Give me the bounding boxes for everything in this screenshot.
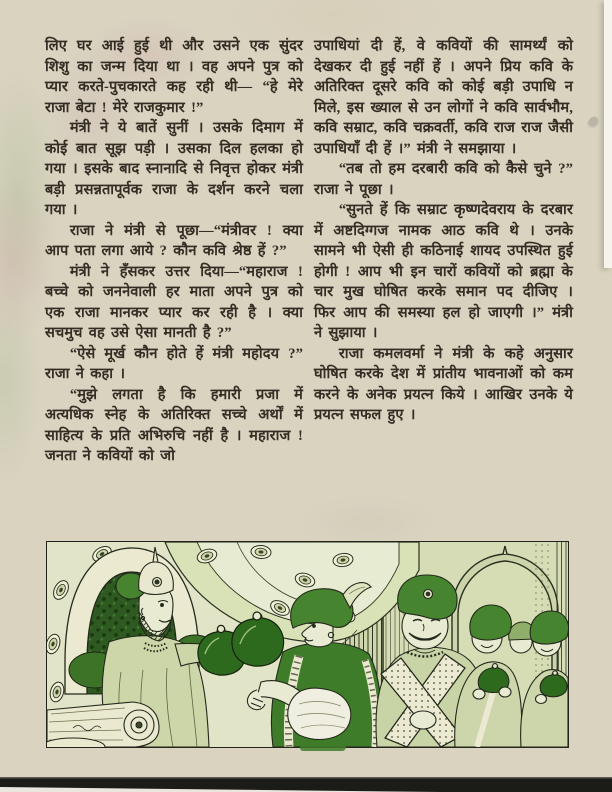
scan-bottom-sliver xyxy=(0,787,440,792)
text-column-right xyxy=(314,36,573,426)
paragraph: “सुनते हें कि सम्राट कृष्णदेवराय के दरबार में अष्टदिग्गज नामक आठ कवि थे । उनके सामने भी ऐसी ही कठिनाई शायद उपस्थित हुई होगी ! आप भी इन चारों कवियों को ब्रह्मा के चार मुख घोषित करके समान पद दीजिए । फिर आप की समस्या हल हो जाएगी ।” मंत्री ने सुझाया । xyxy=(314,202,573,341)
paragraph: लिए घर आई हुई थी और उसने एक सुंदर शिशु का जन्म दिया था । वह अपने पुत्र को प्यार करते-पुचकारते कह रही थी— “हे मेरे राजा बेटा ! मेरे राजकुमार !” xyxy=(45,38,303,116)
paragraph: राजा कमलवर्मा ने मंत्री के कहे अनुसार घोषित करके देश में प्रांतीय भावनाओं को कम करने के अनेक प्रयत्न किये । आखिर उनके ये प्रयत्न सफल हुए । xyxy=(314,345,573,423)
text-column-left xyxy=(45,36,303,467)
paragraph: मंत्री ने हँसकर उत्तर दिया—“महाराज ! बच्चे को जननेवाली हर माता अपने पुत्र को एक राजा मानकर प्यार कर रही है । क्या सचमुच वह उसे ऐसा मानती है ?” xyxy=(45,263,303,341)
scan-bottom-band xyxy=(0,777,612,792)
page-curl-mark xyxy=(586,115,601,132)
paragraph: राजा ने मंत्री से पूछा—“मंत्रीवर ! क्या आप पता लगा आये ? कौन कवि श्रेष्ठ हें ?” xyxy=(45,222,303,259)
court-scene-svg xyxy=(47,542,568,747)
paragraph: “मुझे लगता है कि हमारी प्रजा में अत्यधिक स्नेह के अतिरिक्त सच्चे अर्थों में साहित्य के प्रति अभिरुचि नहीं है । महाराज ! जनता ने कवियों को जो xyxy=(45,386,303,464)
paragraph: “ऐसे मूर्ख कौन होते हें मंत्री महोदय ?” राजा ने कहा । xyxy=(45,345,303,382)
page-edge-highlight xyxy=(604,0,612,268)
paragraph: उपाधियां दी हें, वे कवियों की सामर्थ्यं को देखकर दी हुई नहीं हें । अपने प्रिय कवि के अतिरिक्त दूसरे कवि को कोई बड़ी उपाधि न मिले, इस ख्याल से उन लोगों ने कवि सार्वभौम, कवि सम्राट, कवि चक्रवर्ती, कवि राज राज जैसी उपाधियाँ दी हें ।” मंत्री ने समझाया । xyxy=(314,38,573,157)
court-scene-illustration xyxy=(46,541,569,748)
ink-smudge xyxy=(300,744,346,751)
paragraph: “तब तो हम दरबारी कवि को कैसे चुने ?” राजा ने पूछा । xyxy=(314,161,573,198)
throne-armrest xyxy=(47,702,159,747)
paragraph: मंत्री ने ये बातें सुनीं । उसके दिमाग में कोई बात सूझ पड़ी । उसका दिल हलका हो गया । इसके बाद स्नानादि से निवृत्त होकर मंत्री बड़ी प्रसन्नतापूर्वक राजा के दर्शन करने चला गया । xyxy=(45,120,303,218)
